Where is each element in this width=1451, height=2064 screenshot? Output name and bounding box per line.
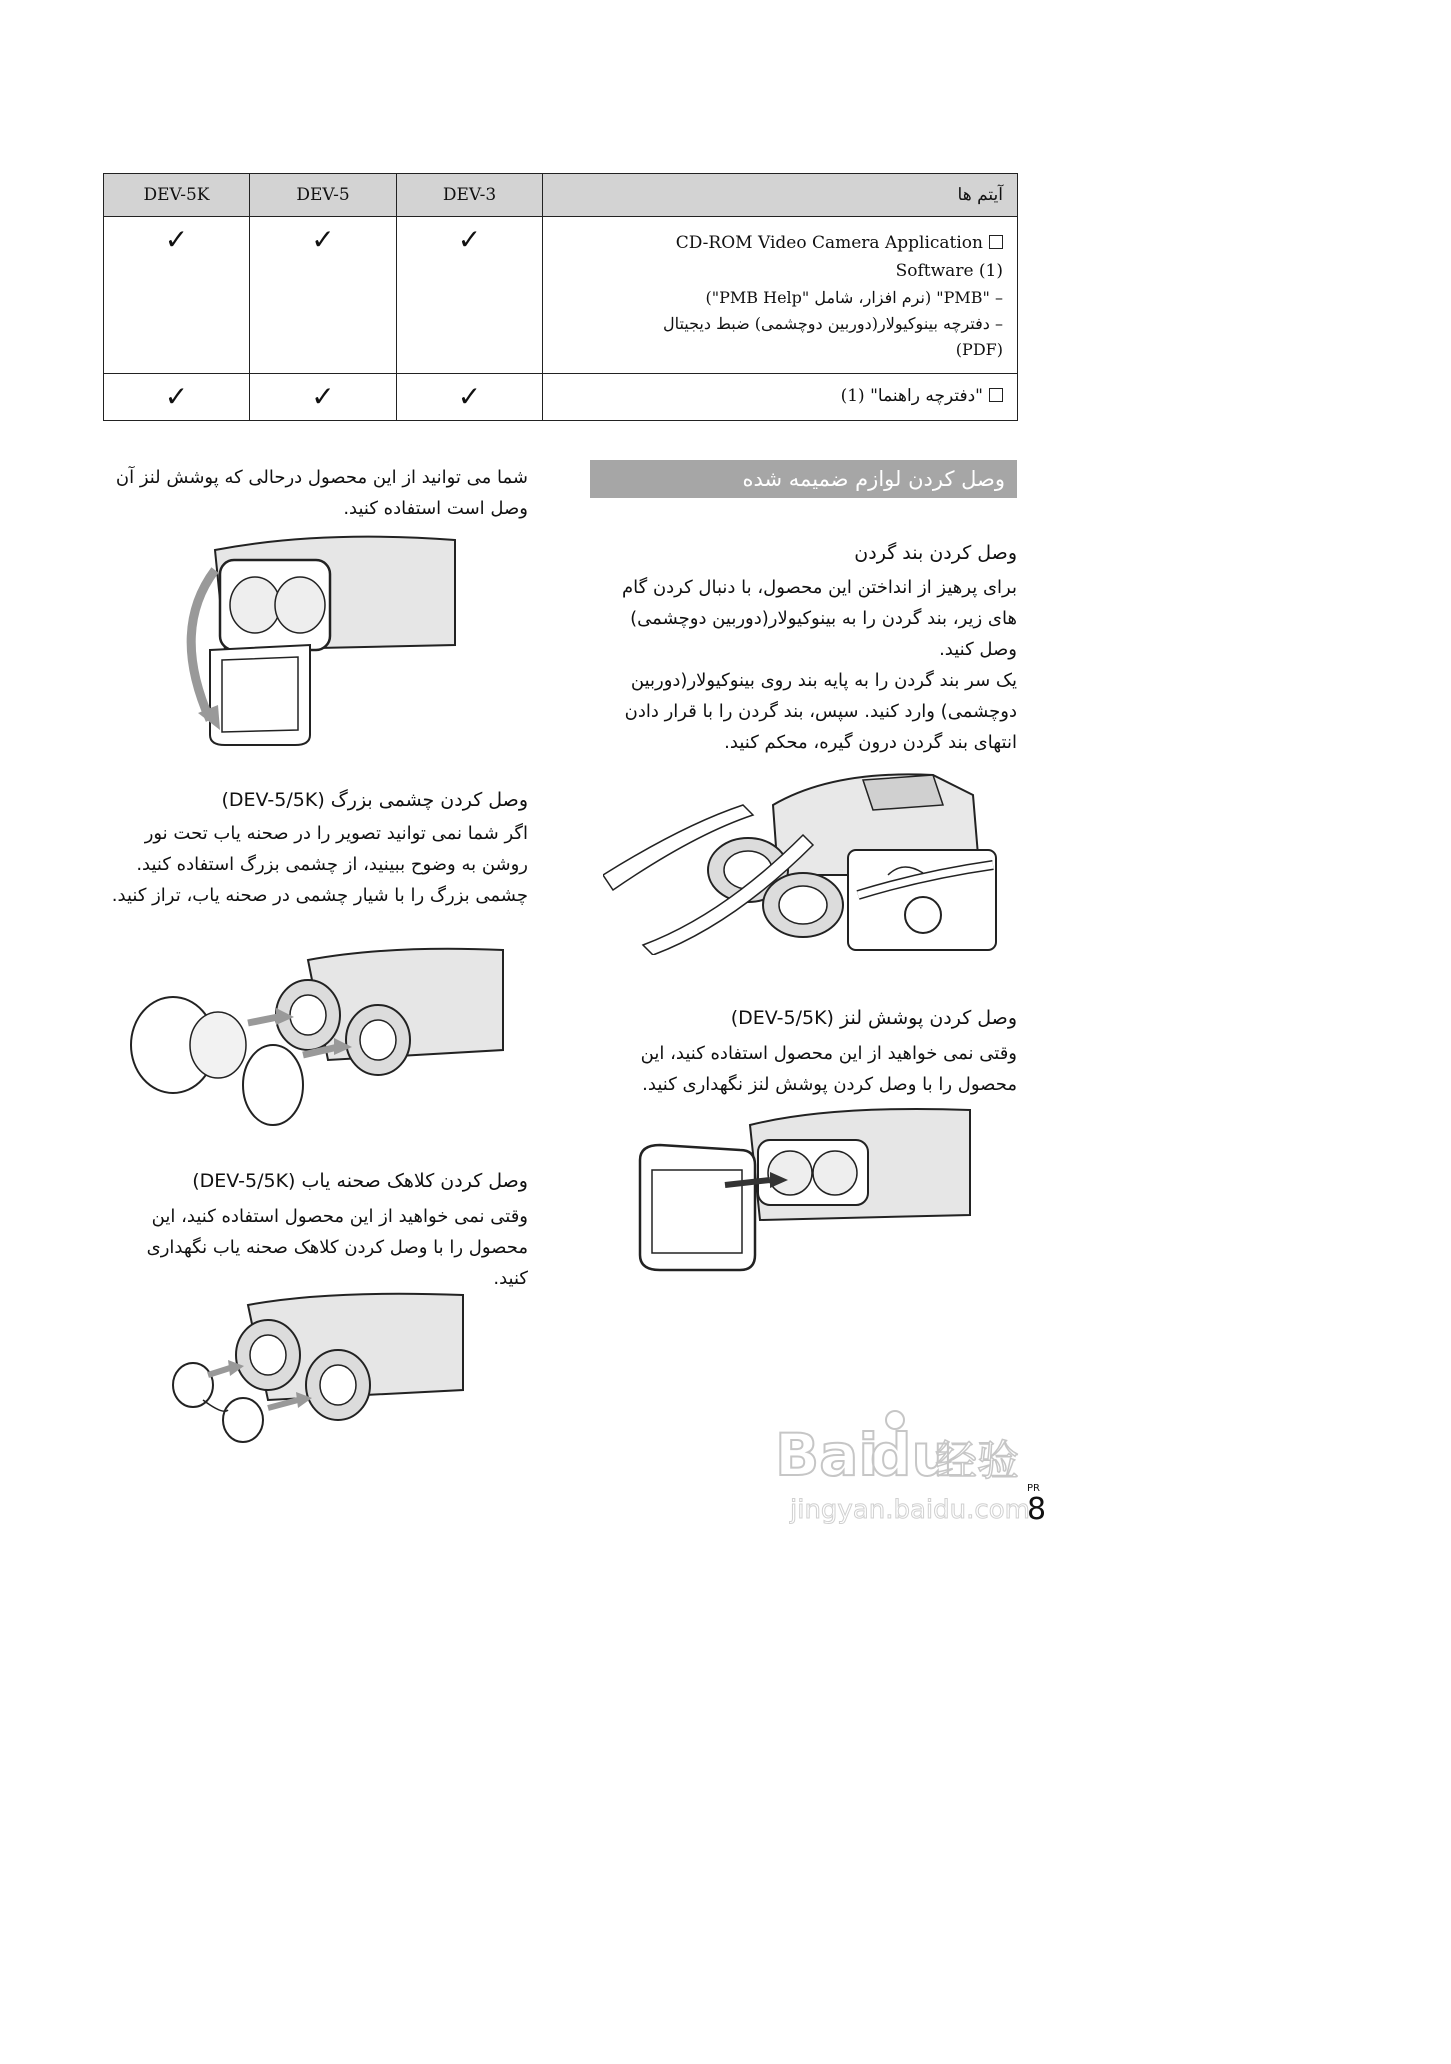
finder-cap-paragraph: وقتی نمی خواهید از این محصول استفاده کنید، این محصول را با وصل کردن کلاهک صحنه یاب نگهداری کنید. xyxy=(146,1206,528,1289)
header-dev3: DEV-3 xyxy=(397,174,543,217)
item-cdrom-sub2: – دفترچه بینوکیولار(دوربین دوچشمی) ضبط دیجیتال xyxy=(662,314,1003,333)
watermark-cn: 经验 xyxy=(935,1436,1020,1485)
item-cdrom-sub1: – "PMB" (نرم افزار، شامل "PMB Help") xyxy=(705,288,1003,307)
baidu-watermark xyxy=(770,1400,1040,1530)
item-manual xyxy=(543,374,1018,421)
lens-cover-illustration xyxy=(630,1105,975,1275)
strap-paragraph-1: برای پرهیز از انداختن این محصول، با دنبال کردن گام های زیر، بند گردن را به بینوکیولار(دوربین دوچشمی) وصل کنید. xyxy=(622,577,1017,660)
finder-cap-heading: وصل کردن کلاهک صحنه یاب (DEV-5/5K) xyxy=(192,1170,528,1192)
table-row xyxy=(104,374,1018,421)
page-number-value: 8 xyxy=(1027,1492,1047,1527)
check-dev5k: ✓ xyxy=(104,374,250,421)
item-cdrom-line1: CD-ROM Video Camera Application xyxy=(675,233,983,253)
large-eyecup-paragraph: اگر شما نمی توانید تصویر را در صحنه یاب تحت نور روشن به وضوح ببینید، از چشمی بزرگ استفاده کنید. چشمی بزرگ را با شیار چشمی در صحنه یاب، تراز کنید. xyxy=(111,823,528,906)
header-dev5k: DEV-5K xyxy=(104,174,250,217)
section-title-bar xyxy=(590,460,1017,498)
header-dev5: DEV-5 xyxy=(250,174,397,217)
checkbox-icon xyxy=(989,235,1003,249)
check-dev3: ✓ xyxy=(397,374,543,421)
item-cdrom-sub3: (PDF) xyxy=(955,340,1003,359)
lens-cover-open-illustration xyxy=(170,530,460,750)
item-cdrom-line2: Software (1) xyxy=(895,261,1003,281)
lens-cover-paragraph: وقتی نمی خواهید از این محصول استفاده کنید، این محصول را با وصل کردن پوشش لنز نگهداری کنید. xyxy=(640,1043,1017,1095)
accessories-table xyxy=(103,173,1018,421)
neck-strap-illustration xyxy=(603,765,1003,955)
page-language: PR xyxy=(1027,1483,1040,1494)
watermark-brand2: du xyxy=(870,1421,953,1489)
check-dev3: ✓ xyxy=(397,217,543,374)
table-header-row xyxy=(104,174,1018,217)
item-cdrom xyxy=(543,217,1018,374)
watermark-url: jingyan.baidu.com xyxy=(790,1495,1030,1525)
finder-cap-illustration xyxy=(168,1290,468,1450)
header-items: آیتم ها xyxy=(543,174,1018,217)
checkbox-icon xyxy=(989,388,1003,402)
large-eyecup-illustration xyxy=(128,945,508,1140)
page-number xyxy=(1027,1484,1046,1526)
lens-cover-heading: وصل کردن پوشش لنز (DEV-5/5K) xyxy=(730,1007,1017,1029)
section-title: وصل کردن لوازم ضمیمه شده xyxy=(742,467,1005,491)
lens-cover-note: شما می توانید از این محصول درحالی که پوشش لنز آن وصل است استفاده کنید. xyxy=(115,467,528,519)
large-eyecup-heading: وصل کردن چشمی بزرگ (DEV-5/5K) xyxy=(221,789,528,811)
table-row xyxy=(104,217,1018,374)
watermark-brand: Bai xyxy=(775,1421,879,1489)
strap-heading: وصل کردن بند گردن xyxy=(854,542,1017,564)
check-dev5k: ✓ xyxy=(104,217,250,374)
item-manual-label: "دفترچه راهنما" (1) xyxy=(840,386,983,406)
check-dev5: ✓ xyxy=(250,374,397,421)
check-dev5: ✓ xyxy=(250,217,397,374)
strap-paragraph-2: یک سر بند گردن را به پایه بند روی بینوکیولار(دوربین دوچشمی) وارد کنید. سپس، بند گردن را با قرار دادن انتهای بند گردن درون گیره، محکم کنید. xyxy=(624,670,1017,753)
